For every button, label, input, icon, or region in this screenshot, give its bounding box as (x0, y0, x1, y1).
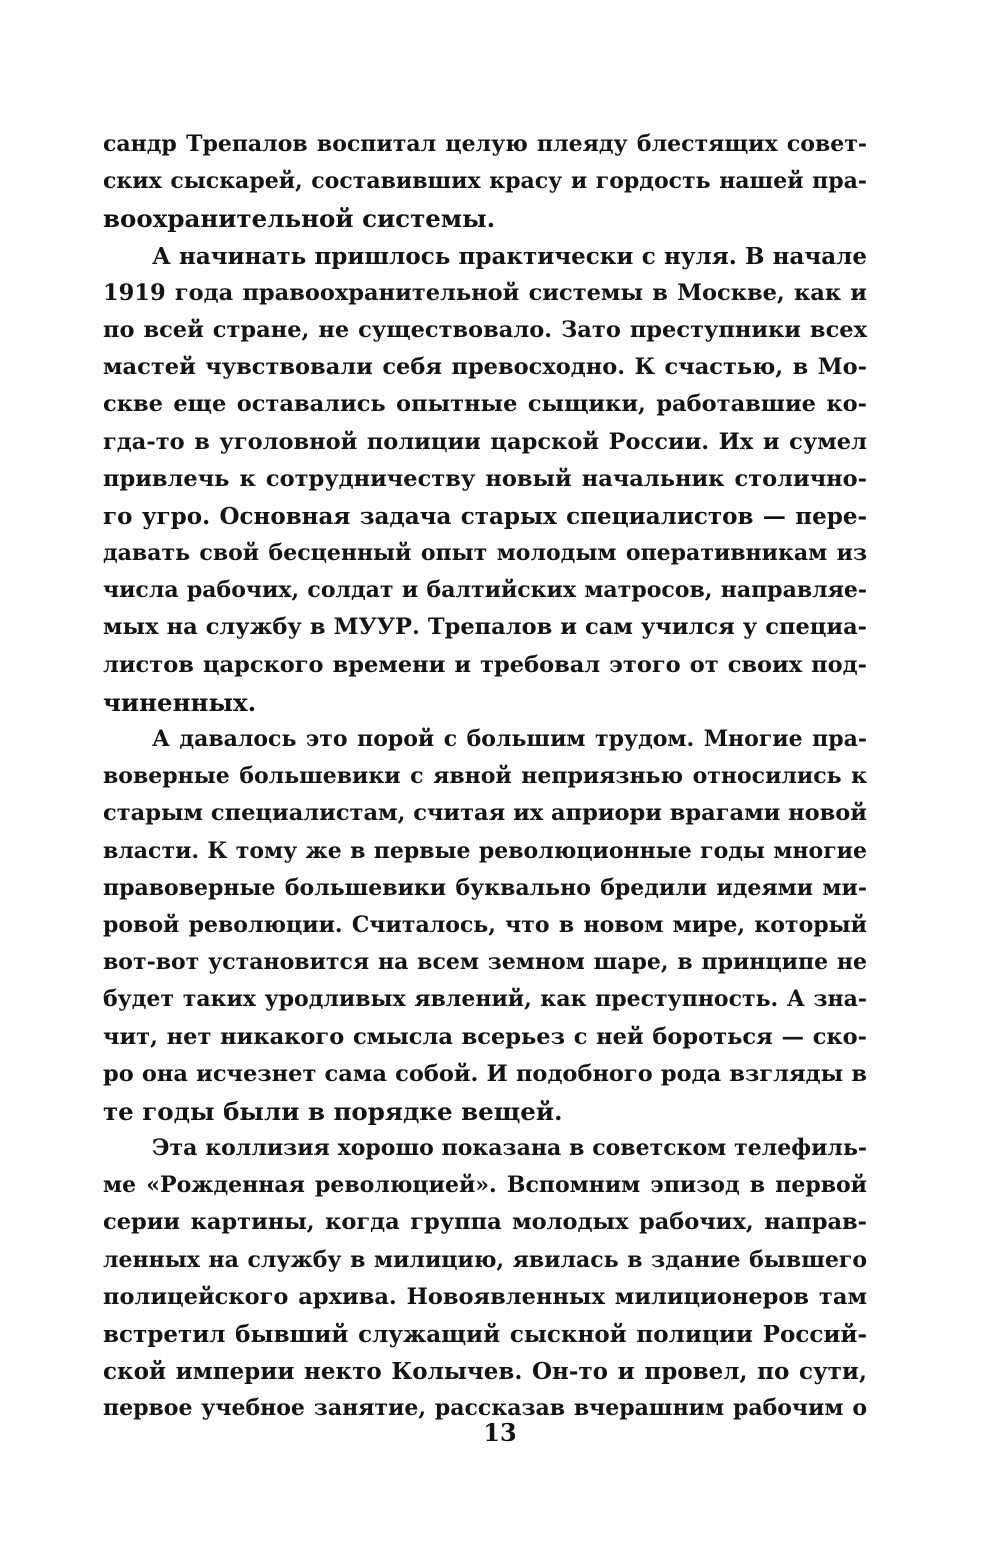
text-line: ленных на службу в милицию, явилась в здание бывшего (103, 1246, 867, 1273)
text-line: Эта коллизия хорошо показана в советском телефиль- (152, 1135, 867, 1162)
page-number: 13 (483, 1418, 517, 1447)
text-line: власти. К тому же в первые революционные годы многие (103, 837, 867, 864)
text-line: первое учебное занятие, рассказав вчерашним рабочим о (103, 1395, 867, 1422)
text-line: будет таких уродливых явлений, как преступность. А зна- (103, 986, 867, 1013)
text-line: ской империи некто Колычев. Он-то и провел, по сути, (103, 1358, 867, 1386)
text-line: А давалось это порой с большим трудом. Многие пра- (152, 726, 867, 752)
text-line: ме «Рожденная революцией». Вспомним эпизод в первой (103, 1172, 867, 1199)
text-line: полицейского архива. Новоявленных милиционеров там (103, 1283, 867, 1310)
text-line: давать свой бесценный опыт молодым оперативникам из (103, 540, 867, 567)
text-line: ровой революции. Считалось, что в новом мире, который (103, 911, 867, 938)
text-line: сандр Трепалов воспитал целую плеяду блестящих совет- (103, 131, 867, 157)
text-line: числа рабочих, солдат и балтийских матросов, направляе- (103, 577, 867, 604)
text-line: старым специалистам, считая их априори врагами новой (103, 800, 867, 827)
text-line: скве еще оставались опытные сыщики, работавшие ко- (103, 391, 867, 418)
text-line: воверные большевики с явной неприязнью относились к (103, 763, 867, 790)
text-line: А начинать пришлось практически с нуля. В начале (152, 242, 867, 270)
text-line: листов царского времени и требовал этого от своих под- (103, 651, 867, 678)
text-line: воохранительной системы. (103, 204, 496, 234)
text-line: вот-вот установится на всем земном шаре, в принципе не (103, 949, 867, 976)
text-line: гда-то в уголовной полиции царской России. Их и сумел (103, 428, 867, 455)
body-text (103, 126, 867, 1428)
text-line: по всей стране, не существовало. Зато преступники всех (103, 316, 867, 343)
text-line: ро она исчезнет сама собой. И подобного рода взгляды в (103, 1060, 867, 1087)
text-line: ских сыскарей, составивших красу и гордость нашей пра- (103, 168, 867, 195)
text-line: правоверные большевики буквально бредили идеями ми- (103, 874, 867, 901)
text-line: чит, нет никакого смысла всерьез с ней бороться — ско- (103, 1023, 867, 1050)
text-line: 1919 года правоохранительной системы в Москве, как и (103, 279, 867, 306)
text-line: встретил бывший служащий сыскной полиции Россий- (103, 1321, 867, 1348)
text-line: мастей чувствовали себя превосходно. К счастью, в Мо- (103, 354, 867, 381)
text-line: серии картины, когда группа молодых рабочих, направ- (103, 1209, 867, 1236)
text-line: чиненных. (103, 687, 257, 717)
text-line: го угро. Основная задача старых специалистов — пере- (103, 502, 867, 530)
text-line: те годы были в порядке вещей. (103, 1096, 563, 1126)
text-line: привлечь к сотрудничеству новый начальник столично- (103, 465, 867, 492)
text-line: мых на службу в МУУР. Трепалов и сам учился у специа- (103, 614, 867, 641)
